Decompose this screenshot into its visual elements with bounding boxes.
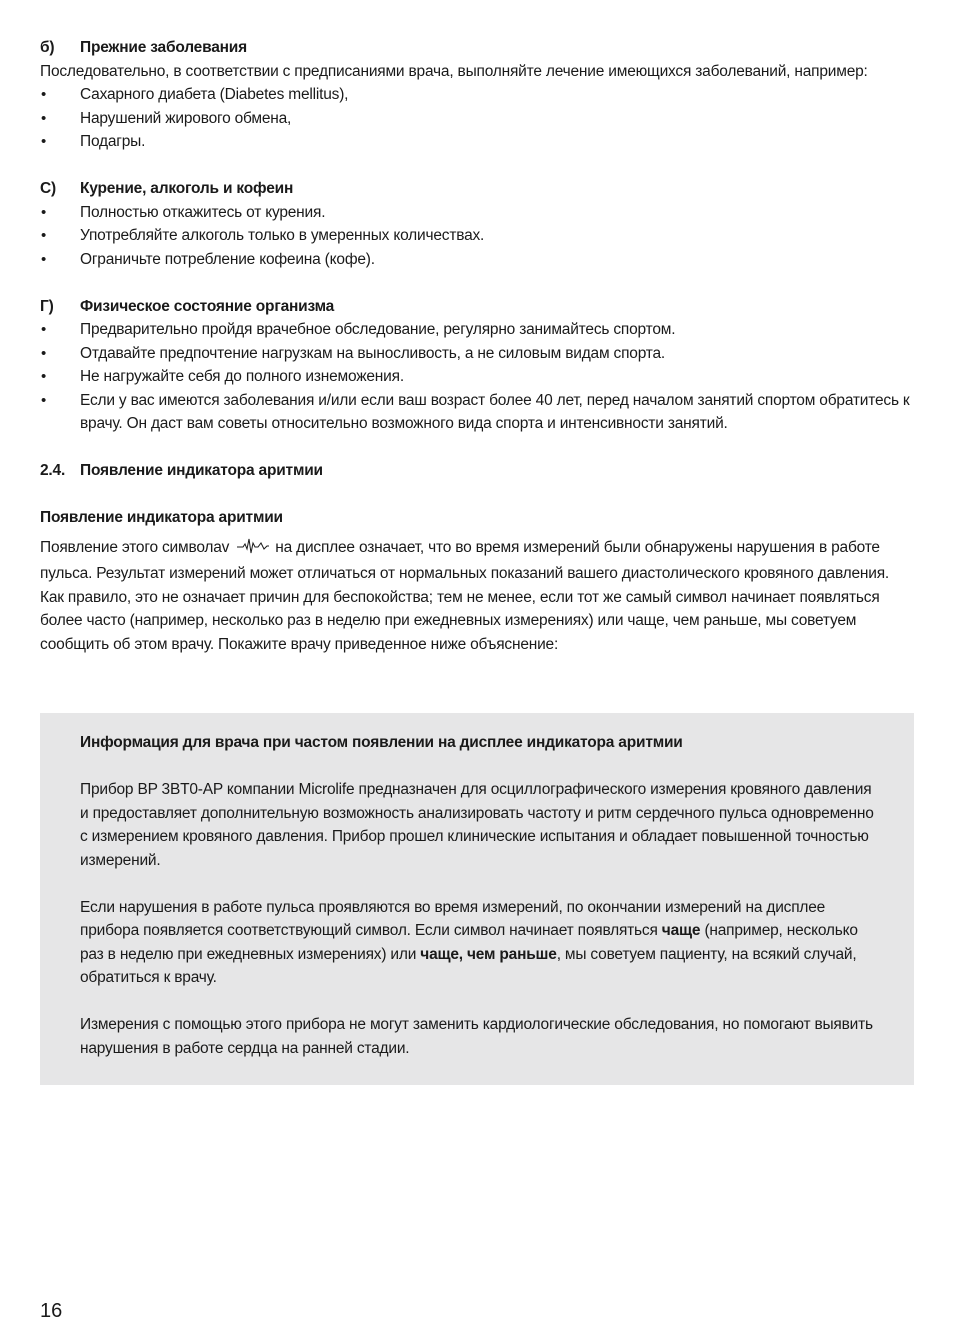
page-content xyxy=(40,36,912,656)
list-item: • Сахарного диабета (Diabetes mellitus), xyxy=(40,83,912,107)
bullet-icon: • xyxy=(41,321,47,338)
section-title: Курение, алкоголь и кофеин xyxy=(80,180,294,197)
info-box-paragraph-2: Если нарушения в работе пульса проявляются во время измерений, по окончании измерений на дисплее прибора появляется соответствующий символ. Если символ начинает появляться чаще (например, несколько раз в неделю при ежедневных измерениях) или чаще, чем раньше, мы советуем пациенту, на всякий случай, обратиться к врачу. xyxy=(80,898,858,986)
section-number: Г) xyxy=(40,297,54,315)
info-box-paragraph-1: Прибор BP 3BT0-AP компании Microlife предназначен для осциллографического измерения кровяного давления и предоставляет дополнительную возможность анализировать частоту и ритм сердечного пульса одновременно с измерением кровяного давления. Прибор прошел клинические испытания и обладает повышенной точностью измерений. xyxy=(80,781,874,869)
bullet-icon: • xyxy=(41,368,47,385)
arrhythmia-subtitle: Появление индикатора аритмии xyxy=(40,509,283,526)
page-number: 16 xyxy=(40,1300,63,1322)
list-item: • Ограничьте потребление кофеина (кофе). xyxy=(40,248,912,272)
list-item: • Отдавайте предпочтение нагрузкам на выносливость, а не силовым видам спорта. xyxy=(40,342,912,366)
list-item: • Не нагружайте себя до полного изнеможения. xyxy=(40,365,912,389)
bullet-icon: • xyxy=(41,86,47,103)
bullet-icon: • xyxy=(41,391,47,409)
section-number: С) xyxy=(40,180,56,197)
list-item: • Употребляйте алкоголь только в умеренных количествах. xyxy=(40,224,912,248)
section-intro: Последовательно, в соответствии с предписаниями врача, выполняйте лечение имеющихся заболеваний, например: xyxy=(40,62,868,80)
section-title: Прежние заболевания xyxy=(80,39,247,56)
list-item: • Нарушений жирового обмена, xyxy=(40,107,912,131)
section-number: 2.4. xyxy=(40,462,66,479)
bullet-icon: • xyxy=(41,344,47,362)
list-item: • Если у вас имеются заболевания и/или если ваш возраст более 40 лет, перед началом занятий спортом обратитесь к врачу. Он даст вам советы относительно возможного вида спорта и интенсивности занятий. xyxy=(40,389,912,436)
section-heading-smoking xyxy=(40,177,912,201)
section-heading-2-4 xyxy=(40,459,912,483)
info-box-title: Информация для врача при частом появлении на дисплее индикатора аритмии xyxy=(80,734,683,751)
list-item: • Полностью откажитесь от курения. xyxy=(40,201,912,225)
bullet-icon: • xyxy=(41,227,47,244)
bullet-list-smoking xyxy=(40,201,912,272)
bullet-icon: • xyxy=(41,109,47,127)
list-item: • Предварительно пройдя врачебное обследование, регулярно занимайтесь спортом. xyxy=(40,318,912,342)
bullet-list-diseases xyxy=(40,83,912,154)
bullet-icon: • xyxy=(41,133,47,150)
section-title: Физическое состояние организма xyxy=(80,297,335,315)
bullet-icon: • xyxy=(41,250,47,268)
arrhythmia-symbol-icon xyxy=(237,537,269,563)
section-heading-prior-diseases xyxy=(40,36,912,60)
arrhythmia-paragraph: Появление этого символav на дисплее означает, что во время измерений были обнаружены нарушения в работе пульса. Результат измерений может отличаться от нормальных показаний вашего диастолического кровяного давления. Как правило, это не означает причин для беспокойства; тем не менее, если тот же самый символ начинает появляться более часто (например, несколько раз в неделю при ежедневных измерениях) или чаще, чем раньше, мы советуем сообщить об этом врачу. Покажите врачу приведенное ниже объяснение: xyxy=(40,538,890,653)
list-item: • Подагры. xyxy=(40,130,912,154)
section-title: Появление индикатора аритмии xyxy=(80,462,323,479)
bullet-icon: • xyxy=(41,203,47,221)
bullet-list-physical xyxy=(40,318,912,436)
section-heading-physical-condition xyxy=(40,295,912,319)
section-number: б) xyxy=(40,39,55,56)
doctor-info-box xyxy=(40,713,914,1085)
info-box-paragraph-3: Измерения с помощью этого прибора не могут заменить кардиологические обследования, но помогают выявить нарушения в работе сердца на ранней стадии. xyxy=(80,1016,873,1057)
